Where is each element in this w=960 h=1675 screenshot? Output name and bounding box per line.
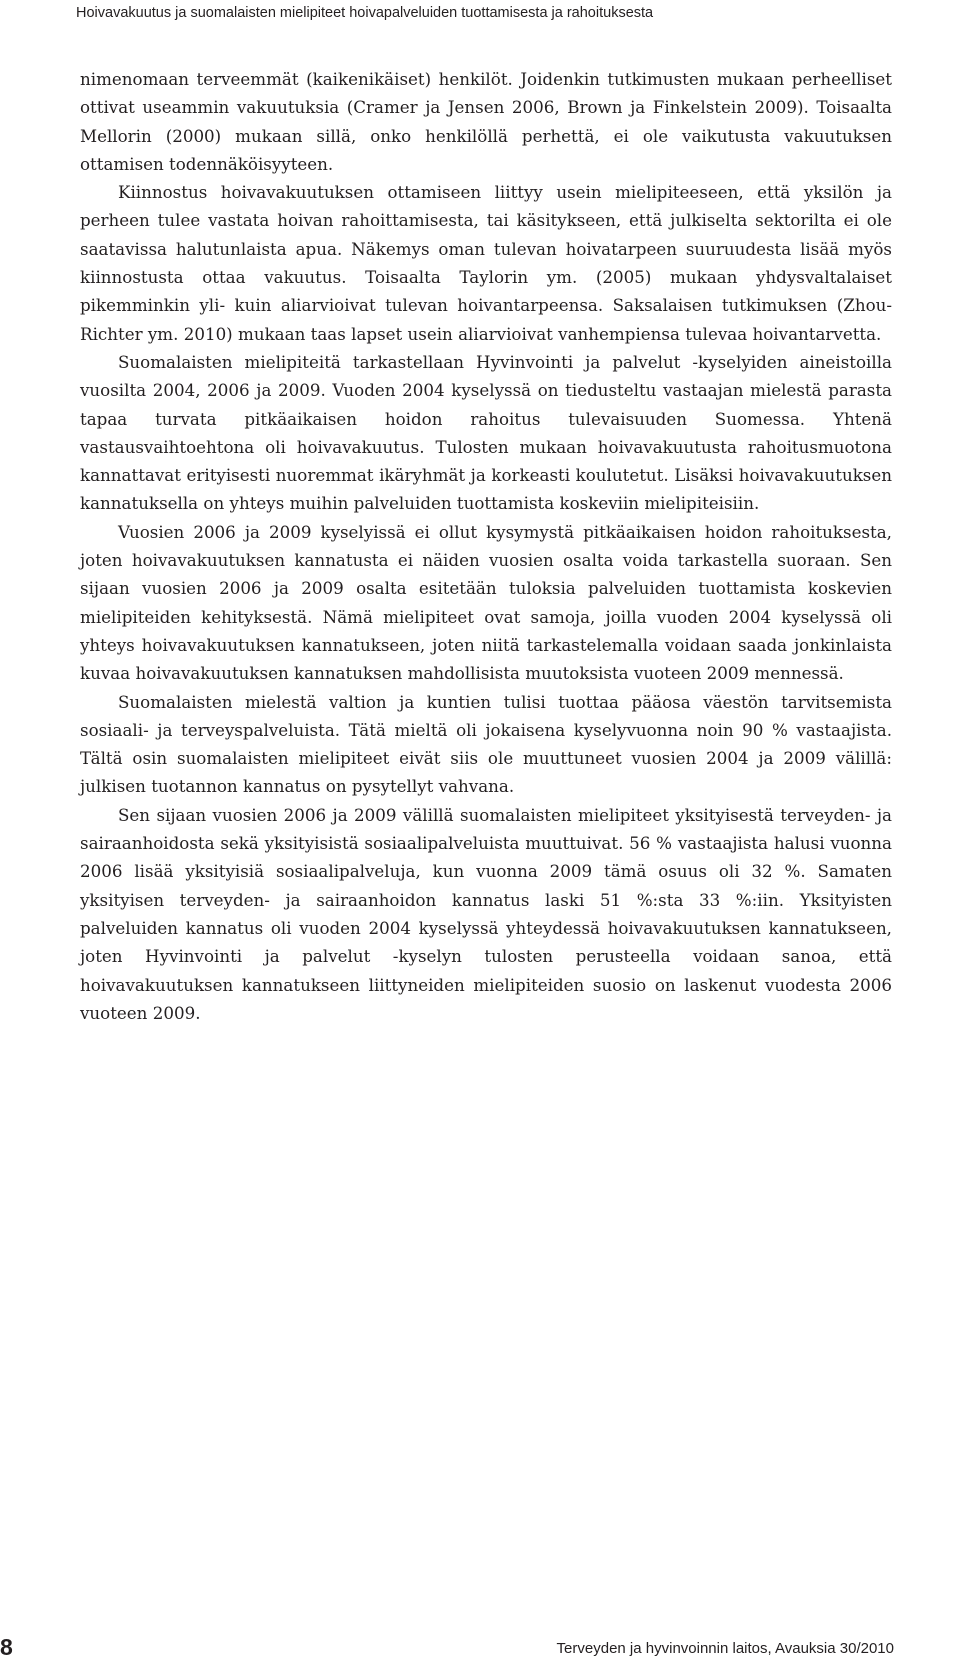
paragraph: Suomalaisten mielestä valtion ja kuntien tulisi tuottaa pääosa väestön tarvitsemista sosiaali- ja terveyspalveluista. Tätä mieltä oli jokaisena kyselyvuonna noin 90 % vastaajista. Tältä osin suomalaisten mielipiteet eivät siis ole muuttuneet vuosien 2004 ja 2009 välillä: julkisen tuotannon kannatus on pysytellyt vahvana.	[80, 691, 892, 797]
paragraph: Vuosien 2006 ja 2009 kyselyissä ei ollut kysymystä pitkäaikaisen hoidon rahoituksesta, joten hoivavakuutuksen kannatusta ei näiden vuosien osalta voida tarkastella suoraan. Sen sijaan vuosien 2006 ja 2009 osalta esitetään tuloksia palveluiden tuottamista koskevien mielipiteiden kehityksestä. Nämä mielipiteet ovat samoja, joilla vuoden 2004 kyselyssä oli yhteys hoivavakuutuksen kannatukseen, joten niitä tarkastelemalla voidaan saada jonkinlaista kuvaa hoivavakuutuksen kannatuksen mahdollisista muutoksista vuoteen 2009 mennessä.	[80, 521, 892, 684]
paragraph: nimenomaan terveemmät (kaikenikäiset) henkilöt. Joidenkin tutkimusten mukaan perheelliset ottivat useammin vakuutuksia (Cramer ja Jensen 2006, Brown ja Finkelstein 2009). Toisaalta Mellorin (2000) mukaan sillä, onko henkilöllä perhettä, ei ole vaikutusta vakuutuksen ottamisen todennäköisyyteen.	[80, 69, 892, 174]
page-number: 8	[0, 1634, 13, 1660]
paragraph: Kiinnostus hoivavakuutuksen ottamiseen liittyy usein mielipiteeseen, että yksilön ja perheen tulee vastata hoivan rahoittamisesta, tai käsitykseen, että julkiselta sektorilta ei ole saatavissa halutunlaista apua. Näkemys oman tulevan hoivatarpeen suuruudesta lisää myös kiinnostusta ottaa vakuutus. Toisaalta Taylorin ym. (2005) mukaan yhdysvaltalaiset pikemminkin yli- kuin aliarvioivat tulevan hoivantarpeensa. Saksalaisen tutkimuksen (Zhou-Richter ym. 2010) mukaan taas lapset usein aliarvioivat vanhempiensa tulevaa hoivantarvetta.	[80, 182, 892, 344]
running-header: Hoivavakuutus ja suomalaisten mielipiteet hoivapalveluiden tuottamisesta ja rahoituksesta	[76, 5, 654, 21]
paragraph: Sen sijaan vuosien 2006 ja 2009 välillä suomalaisten mielipiteet yksityisestä terveyden- ja sairaanhoidosta sekä yksityisistä sosiaalipalveluista muuttuivat. 56 % vastaajista halusi vuonna 2006 lisää yksityisiä sosiaalipalveluja, kun vuonna 2009 tämä osuus oli 32 %. Samaten yksityisen terveyden- ja sairaanhoidon kannatus laski 51 %:sta 33 %:iin. Yksityisten palveluiden kannatus oli vuoden 2004 kyselyssä yhteydessä hoivavakuutuksen kannatukseen, joten Hyvinvointi ja palvelut -kyselyn tulosten perusteella voidaan sanoa, että hoivavakuutuksen kannatukseen liittyneiden mielipiteiden suosio on laskenut vuodesta 2006 vuoteen 2009.	[80, 804, 892, 1023]
publication-footer: Terveyden ja hyvinvoinnin laitos, Avauksia 30/2010	[556, 1640, 894, 1657]
body-text	[80, 65, 892, 1027]
paragraph: Suomalaisten mielipiteitä tarkastellaan Hyvinvointi ja palvelut -kyselyiden aineistoilla vuosilta 2004, 2006 ja 2009. Vuoden 2004 kyselyssä on tiedusteltu vastaajan mielestä parasta tapaa turvata pitkäaikaisen hoidon rahoitus tulevaisuuden Suomessa. Yhtenä vastausvaihtoehtona oli hoivavakuutus. Tulosten mukaan hoivavakuutusta rahoitusmuotona kannattavat erityisesti nuoremmat ikäryhmät ja korkeasti koulutetut. Lisäksi hoivavakuutuksen kannatuksella on yhteys muihin palveluiden tuottamista koskeviin mielipiteisiin.	[80, 351, 892, 514]
